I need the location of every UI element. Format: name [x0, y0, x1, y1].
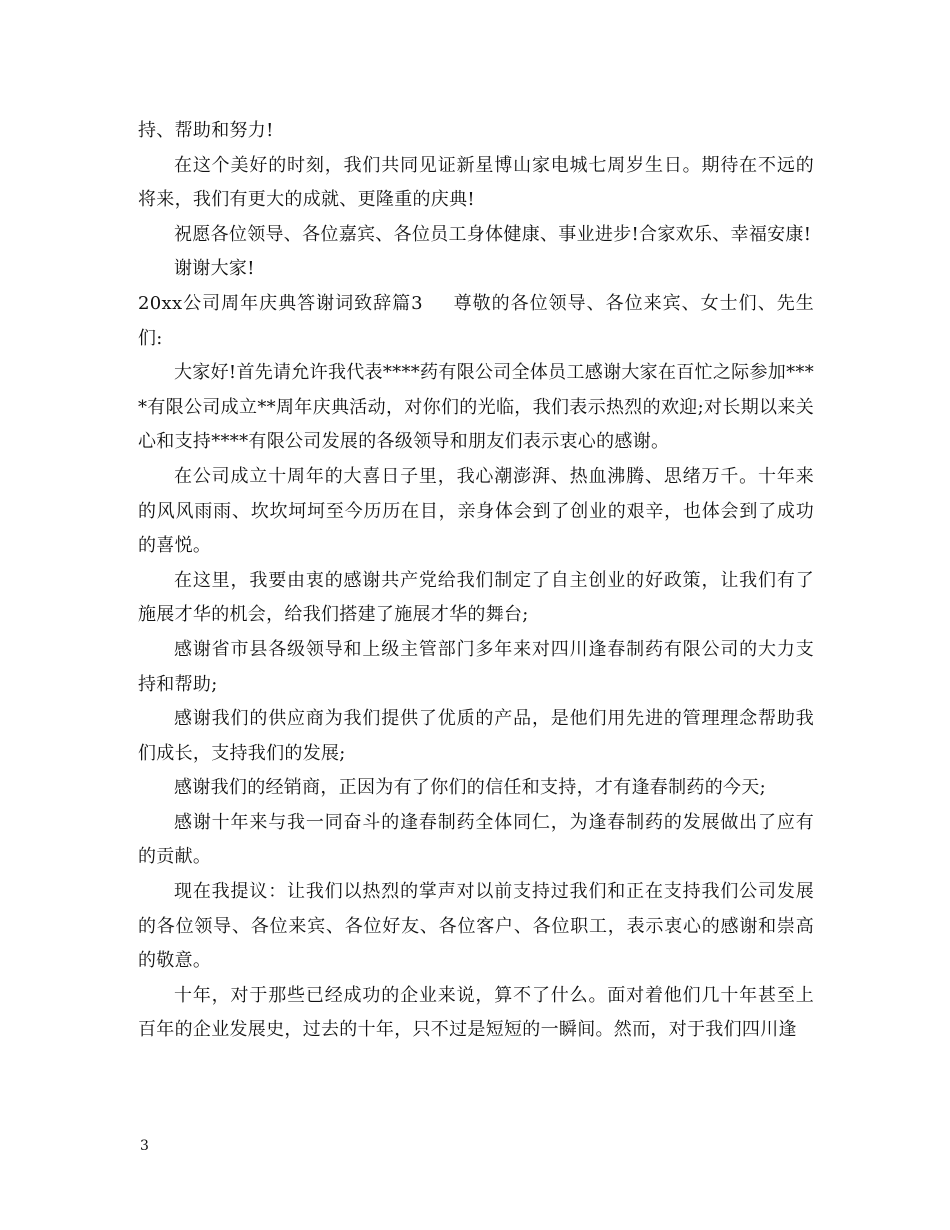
- paragraph: 持、帮助和努力!: [138, 120, 274, 141]
- paragraph: 在公司成立十周年的大喜日子里，我心潮澎湃、热血沸腾、思绪万千。十年来的风风雨雨、坎坎坷坷至今历历在目，亲身体会到了创业的艰辛，也体会到了成功的喜悦。: [138, 465, 814, 557]
- paragraph: 感谢省市县各级领导和上级主管部门多年来对四川逢春制药有限公司的大力支持和帮助;: [138, 638, 814, 695]
- section-title: 20xx公司周年庆典答谢词致辞篇3: [138, 292, 423, 314]
- paragraph: 大家好!首先请允许我代表****药有限公司全体员工感谢大家在百忙之际参加****有限公司成立**周年庆典活动，对你们的光临，我们表示热烈的欢迎;对长期以来关心和支持****有限公司发展的各级领导和朋友们表示衷心的感谢。: [138, 362, 814, 453]
- paragraph: 十年，对于那些已经成功的企业来说，算不了什么。面对着他们几十年甚至上百年的企业发展史，过去的十年，只不过是短短的一瞬间。然而，对于我们四川逢: [138, 984, 814, 1041]
- paragraph: 感谢我们的经销商，正因为有了你们的信任和支持，才有逢春制药的今天;: [174, 777, 766, 799]
- page-number: 3: [140, 1138, 149, 1154]
- document-body: [138, 114, 814, 1048]
- paragraph: 祝愿各位领导、各位嘉宾、各位员工身体健康、事业进步!合家欢乐、幸福安康!: [174, 223, 812, 245]
- paragraph: 感谢十年来与我一同奋斗的逢春制药全体同仁，为逢春制药的发展做出了应有的贡献。: [138, 811, 814, 868]
- paragraph: 现在我提议：让我们以热烈的掌声对以前支持过我们和正在支持我们公司发展的各位领导、各位来宾、各位好友、各位客户、各位职工，表示衷心的感谢和崇高的敬意。: [138, 881, 814, 972]
- paragraph: 在这个美好的时刻，我们共同见证新星博山家电城七周岁生日。期待在不远的将来，我们有更大的成就、更隆重的庆典!: [138, 154, 814, 211]
- section-heading-line: [138, 287, 814, 356]
- paragraph: 谢谢大家!: [174, 258, 255, 280]
- paragraph: 在这里，我要由衷的感谢共产党给我们制定了自主创业的好政策，让我们有了施展才华的机会，给我们搭建了施展才华的舞台;: [138, 569, 814, 626]
- paragraph: 感谢我们的供应商为我们提供了优质的产品，是他们用先进的管理理念帮助我们成长，支持我们的发展;: [138, 708, 814, 764]
- section-intro: 尊敬的各位领导、各位来宾、女士们、先生们:: [138, 292, 814, 349]
